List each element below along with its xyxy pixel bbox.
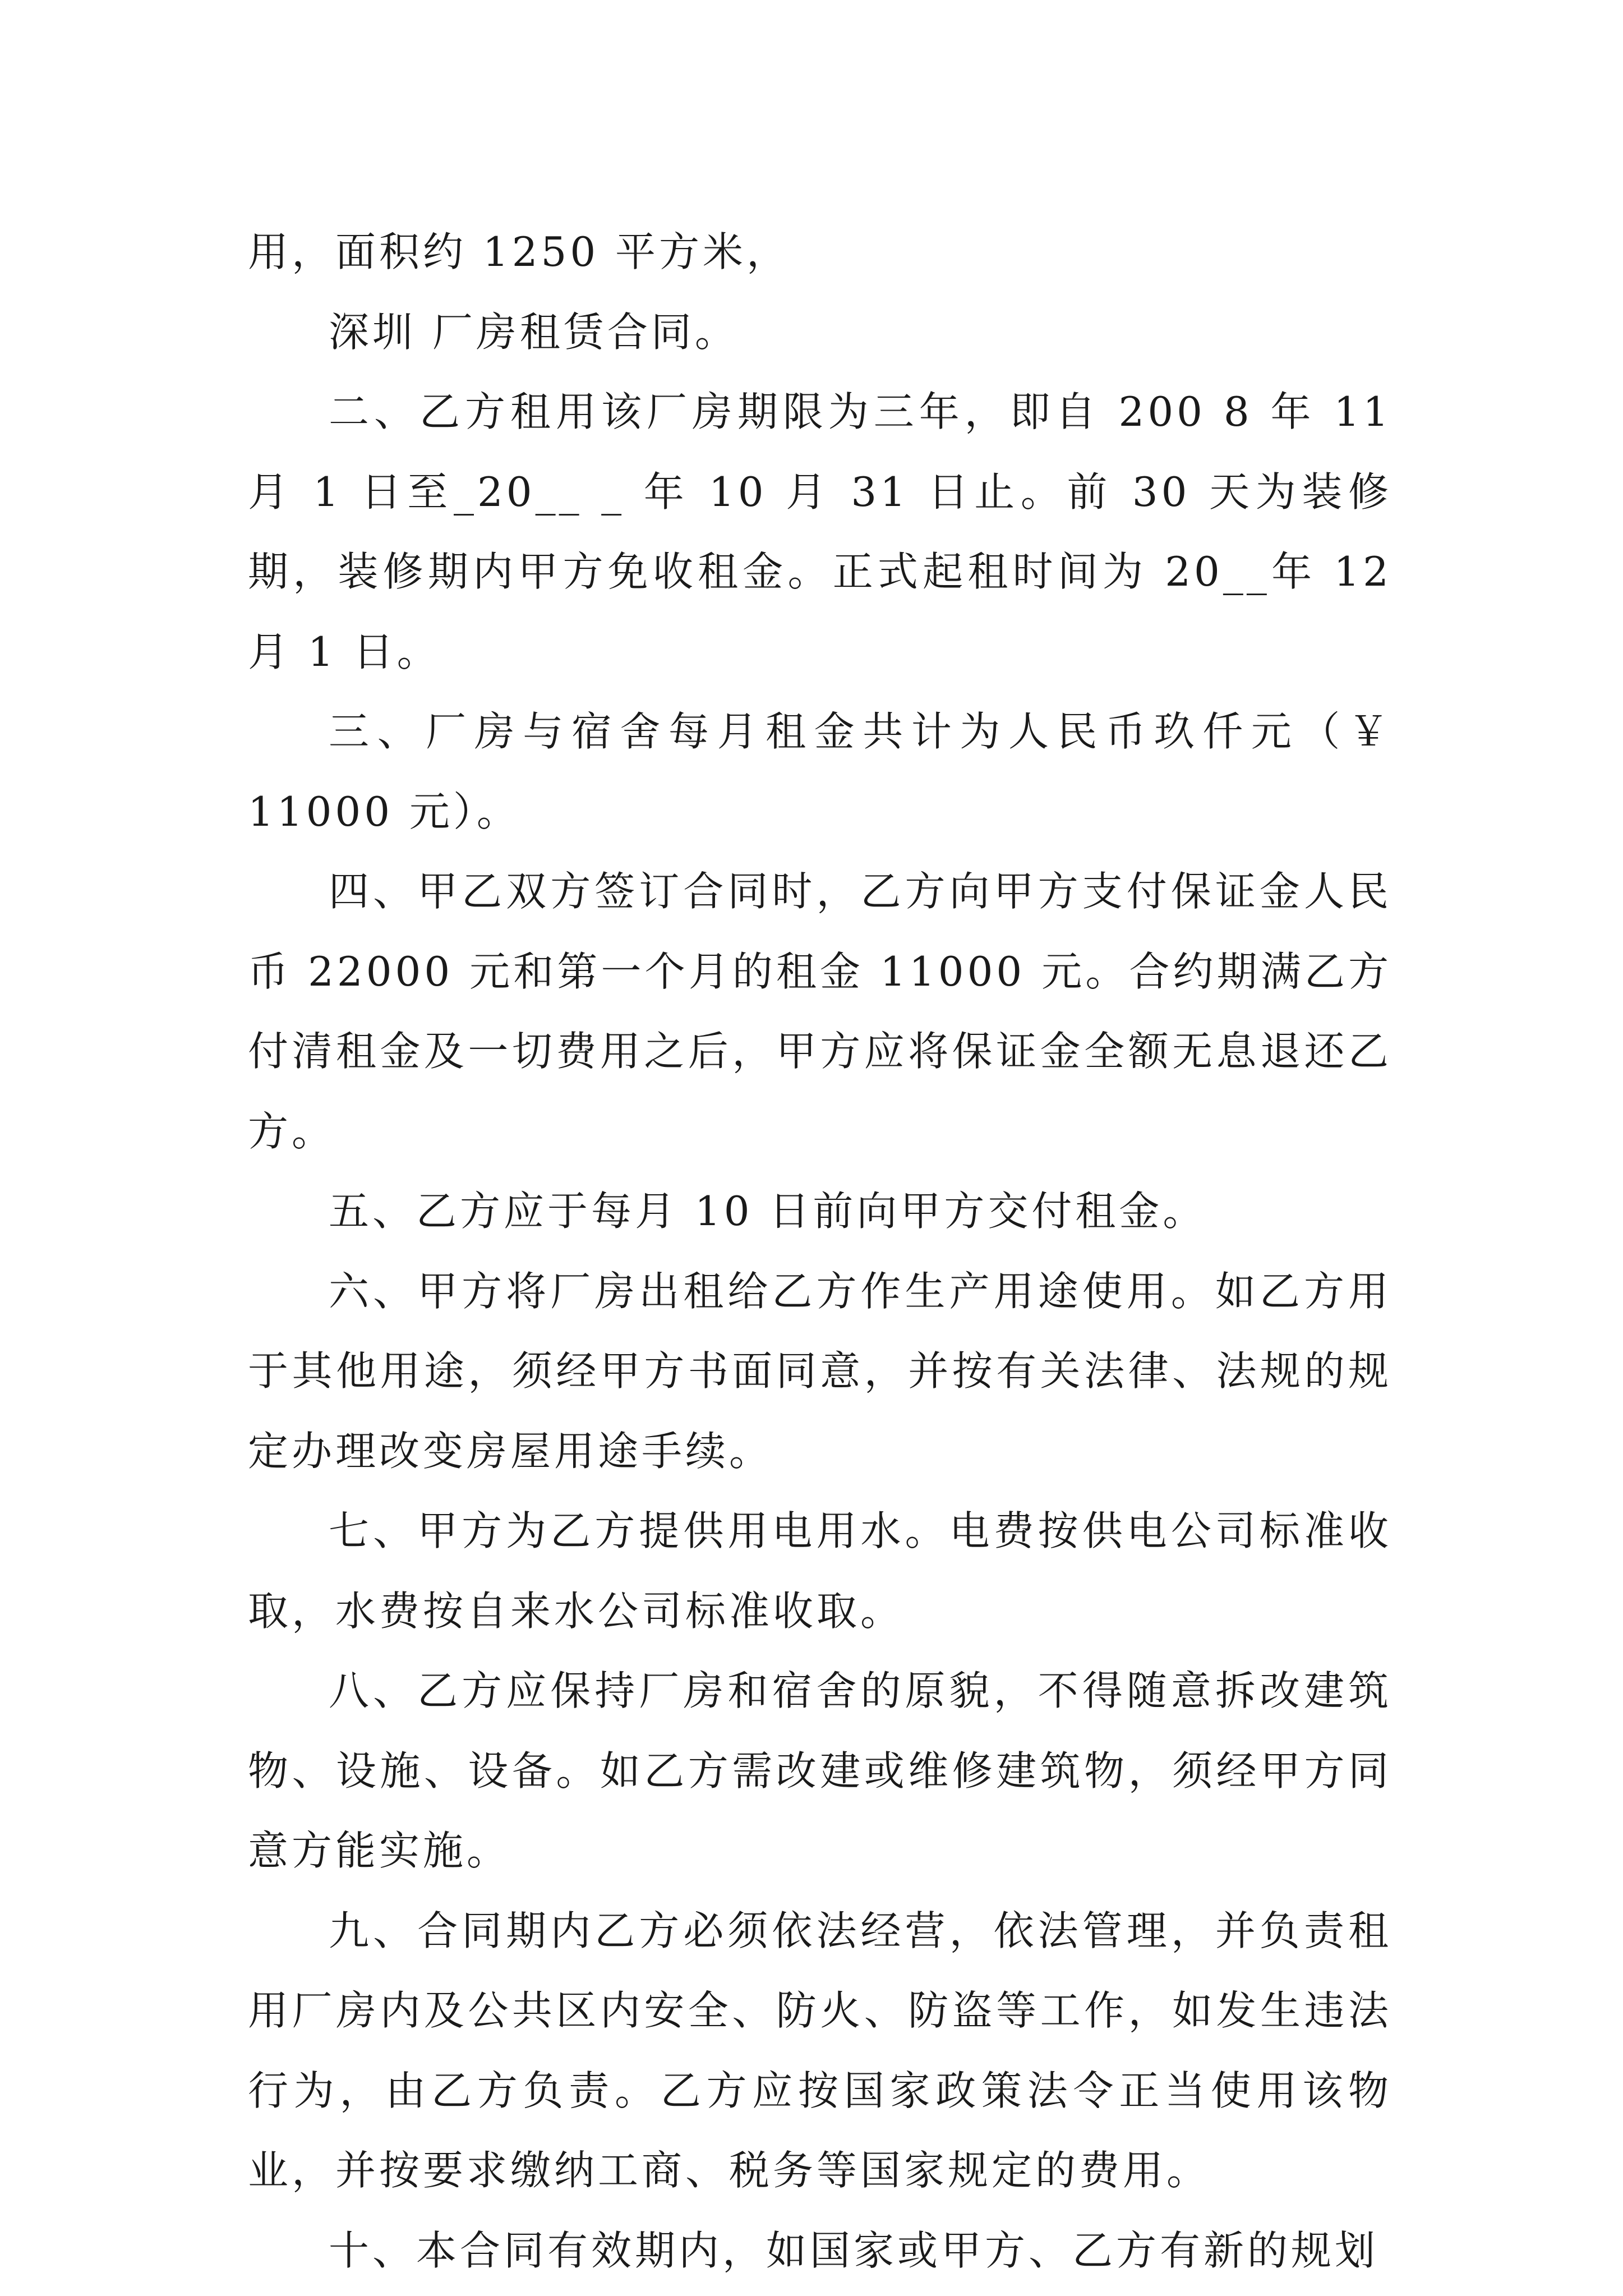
clause-9-lawful-operation [248,1891,1392,2211]
paragraph-text: 深圳 厂房租赁合同。 [329,308,739,356]
clause-5-payment-date [248,1171,1392,1251]
clause-4-deposit [248,852,1392,1171]
paragraph-text: 五、乙方应于每月 10 日前向甲方交付租金。 [329,1188,1207,1235]
paragraph-text: 九、合同期内乙方必须依法经营，依法管理，并负责租用厂房内及公共区内安全、防火、防盗等工作，如发生违法行为，由乙方负责。乙方应按国家政策法令正当使用该物业，并按要求缴纳工商、税务等国家规定的费用。 [248,1907,1392,2194]
paragraph-text: 八、乙方应保持厂房和宿舍的原貌，不得随意拆改建筑物、设施、设备。如乙方需改建或维修建筑物，须经甲方同意方能实施。 [248,1667,1392,1874]
paragraph-text: 四、甲乙双方签订合同时，乙方向甲方支付保证金人民币 22000 元和第一个月的租金 11000 元。合约期满乙方付清租金及一切费用之后，甲方应将保证金全额无息退还乙方。 [248,868,1392,1155]
clause-7-utilities [248,1491,1392,1651]
clause-8-alterations [248,1651,1392,1891]
clause-10-planning [248,2211,1392,2291]
contract-body [248,212,1408,2290]
paragraph-text: 二、乙方租用该厂房期限为三年，即自 200 8 年 11 月 1 日至_20__ _ 年 10 月 31 日止。前 30 天为装修期，装修期内甲方免收租金。正式起租时间为 20__年 12 月 1 日。 [248,388,1408,675]
paragraph-text: 用，面积约 1250 平方米， [248,228,791,275]
clause-6-usage [248,1251,1392,1492]
paragraph-title-line [248,292,1392,372]
paragraph-text: 三、厂房与宿舍每月租金共计为人民币玖仟元（￥ 11000 元）。 [248,708,1408,835]
paragraph-text: 七、甲方为乙方提供用电用水。电费按供电公司标准收取，水费按自来水公司标准收取。 [248,1507,1392,1635]
paragraph-text: 六、甲方将厂房出租给乙方作生产用途使用。如乙方用于其他用途，须经甲方书面同意，并按有关法律、法规的规定办理改变房屋用途手续。 [248,1267,1392,1475]
clause-3-monthly-rent [248,692,1408,852]
clause-2-lease-term [248,372,1408,692]
paragraph-text: 十、本合同有效期内，如国家或甲方、乙方有新的规划 [329,2226,1379,2274]
paragraph-area-continuation [248,212,1392,292]
